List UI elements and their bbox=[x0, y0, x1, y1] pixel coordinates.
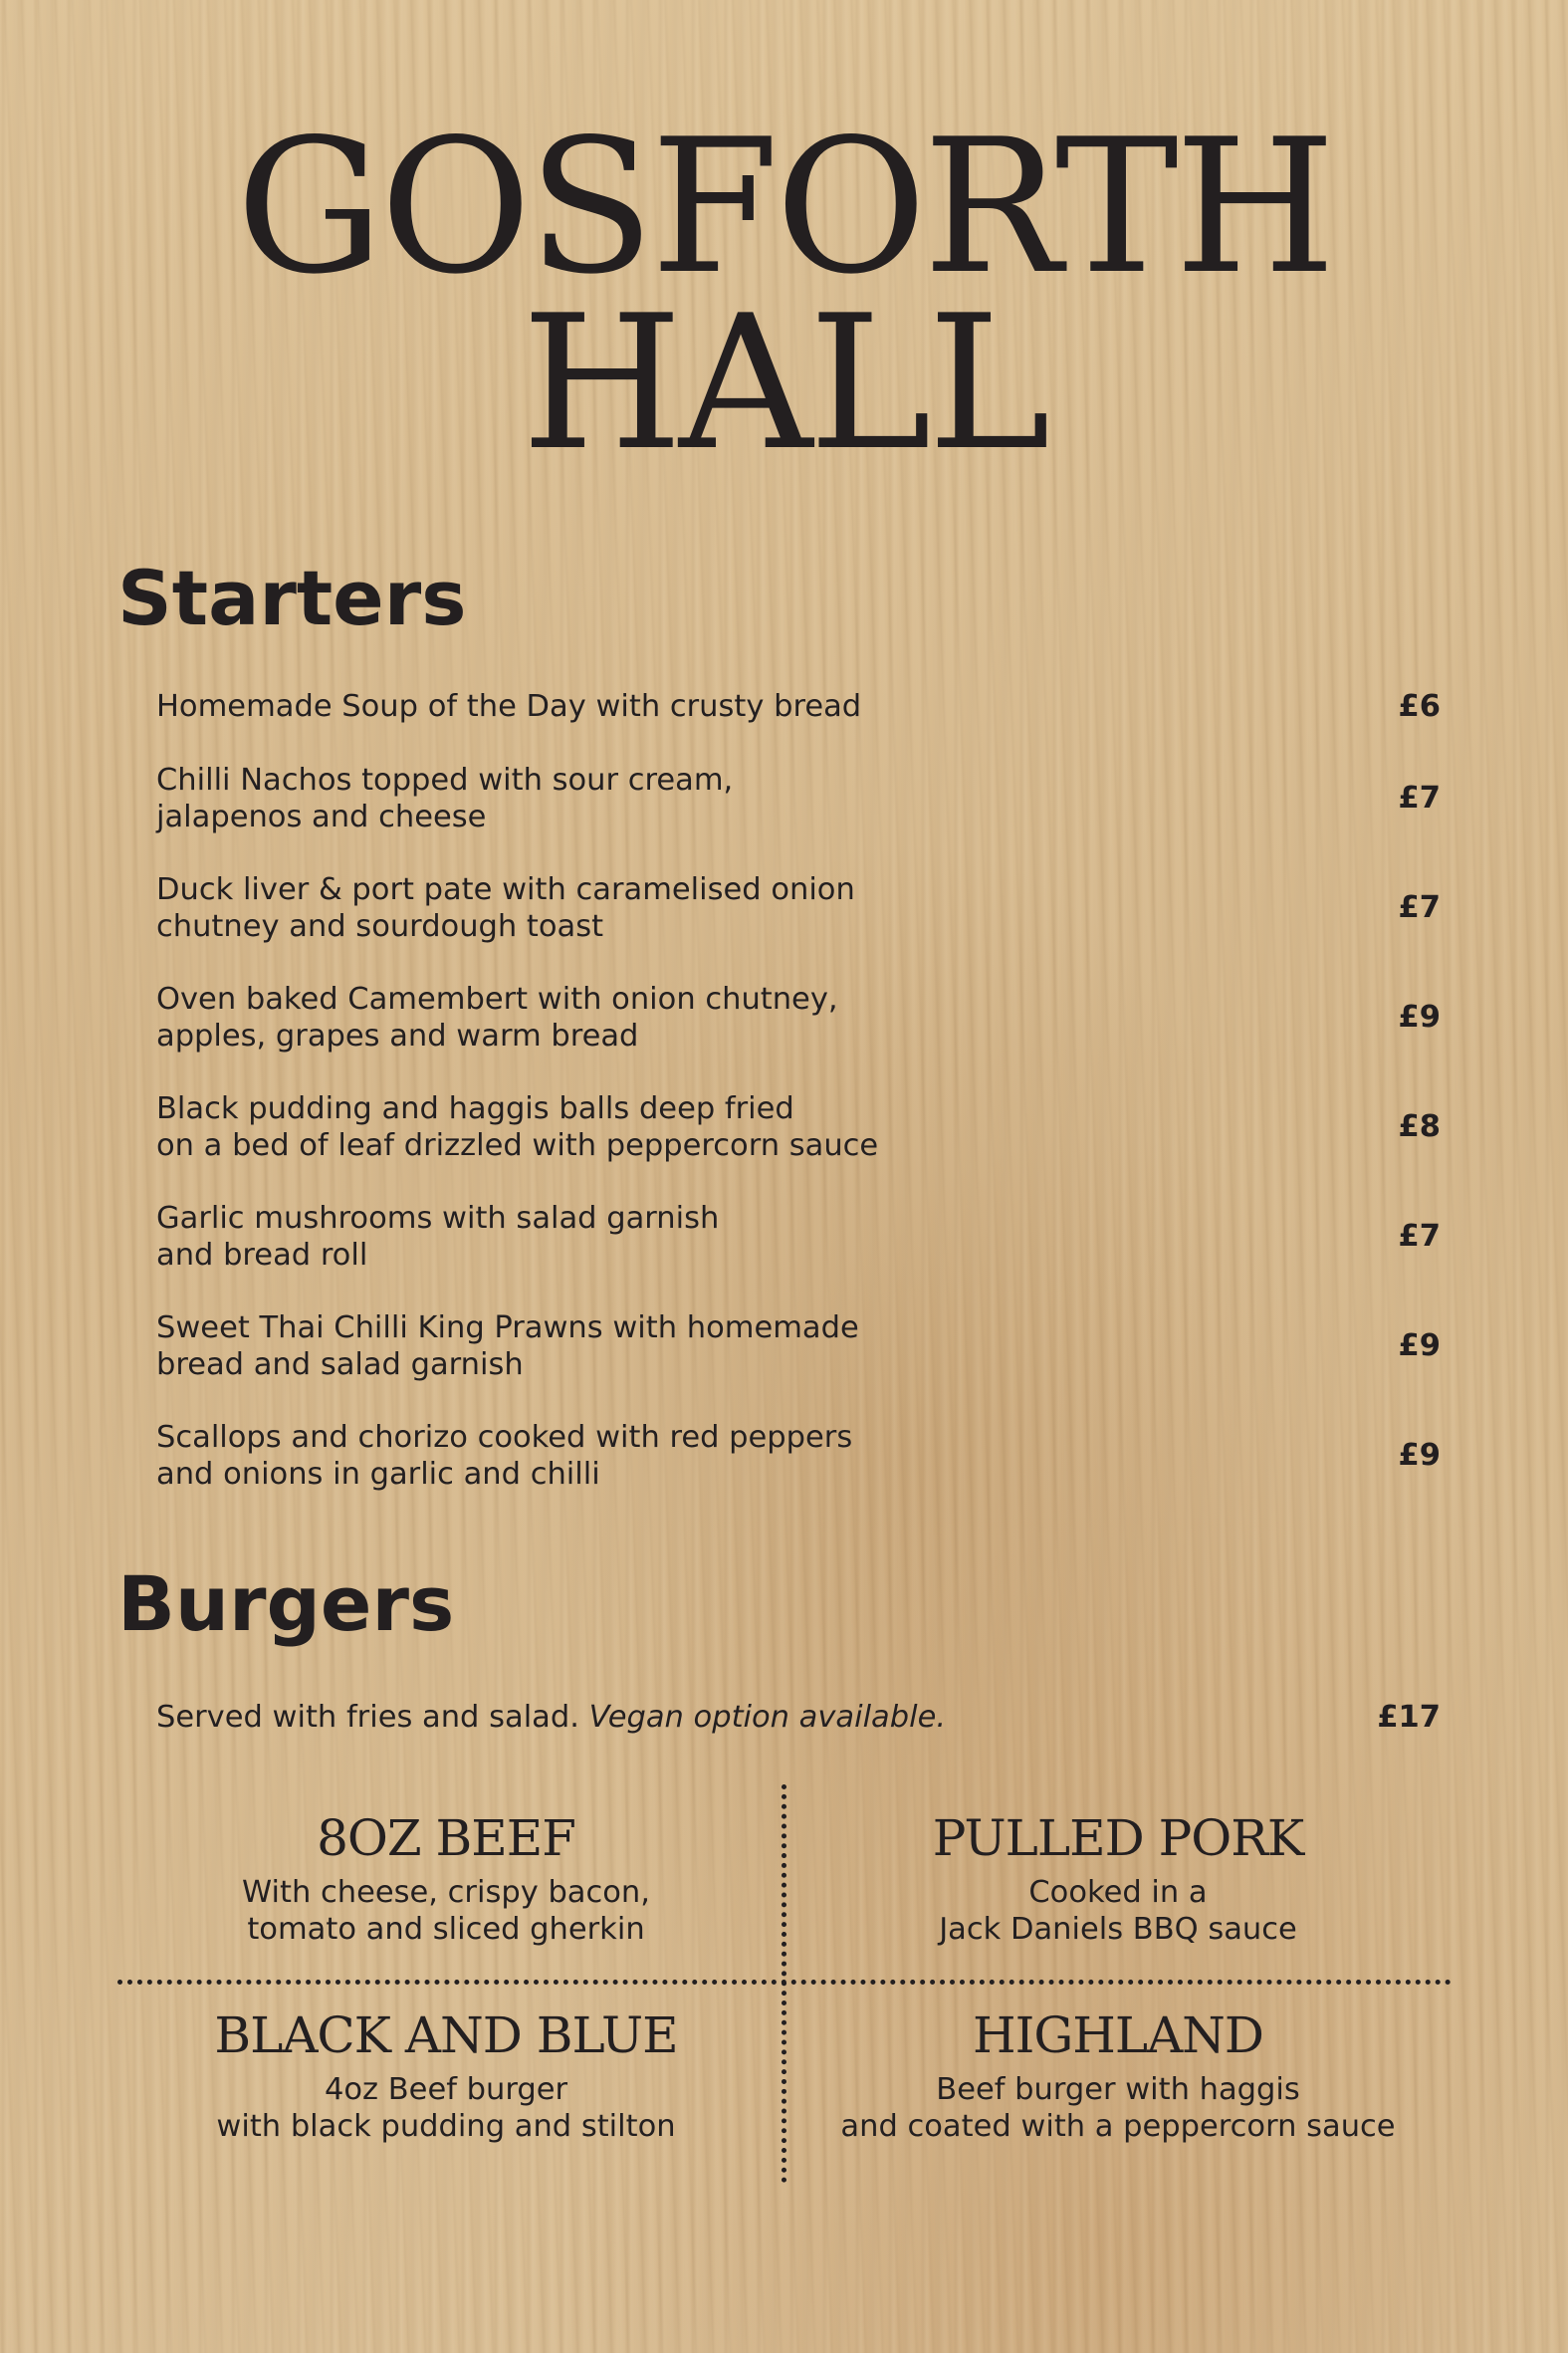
item-description: Sweet Thai Chilli King Prawns with homemade bread and salad garnish bbox=[156, 1310, 859, 1382]
starters-heading: Starters bbox=[117, 554, 467, 642]
burger-name: BLACK AND BLUE bbox=[214, 2006, 678, 2064]
item-description: Scallops and chorizo cooked with red peppers and onions in garlic and chilli bbox=[156, 1420, 853, 1492]
item-price: £6 bbox=[1398, 689, 1441, 724]
item-price: £7 bbox=[1398, 781, 1441, 816]
item-description: Homemade Soup of the Day with crusty bread bbox=[156, 689, 862, 724]
burger-option-highland bbox=[799, 2005, 1437, 2145]
burger-description: 4oz Beef burger with black pudding and stilton bbox=[216, 2072, 676, 2144]
item-description: Garlic mushrooms with salad garnish and bread roll bbox=[156, 1201, 720, 1273]
item-price: £9 bbox=[1398, 1000, 1441, 1035]
burger-option-pulled-pork bbox=[799, 1808, 1437, 1948]
burgers-price: £17 bbox=[1377, 1700, 1441, 1735]
item-price: £7 bbox=[1398, 1219, 1441, 1254]
horizontal-dotted-divider bbox=[117, 1980, 1452, 1985]
item-price: £9 bbox=[1398, 1328, 1441, 1363]
restaurant-name-line-1: GOSFORTH bbox=[235, 99, 1333, 315]
burger-option-black-and-blue bbox=[127, 2005, 765, 2145]
burger-name: PULLED PORK bbox=[932, 1809, 1304, 1867]
item-description: Oven baked Camembert with onion chutney, apples, grapes and warm bread bbox=[156, 982, 838, 1054]
item-price: £8 bbox=[1398, 1109, 1441, 1144]
burger-description: Cooked in a Jack Daniels BBQ sauce bbox=[939, 1875, 1297, 1947]
item-description: Black pudding and haggis balls deep fried on a bed of leaf drizzled with peppercorn sauce bbox=[156, 1091, 879, 1163]
burgers-note-text: Served with fries and salad. bbox=[156, 1700, 579, 1735]
burgers-note bbox=[156, 1699, 1441, 1736]
burger-options-grid bbox=[117, 1784, 1452, 2183]
burgers-heading: Burgers bbox=[117, 1559, 455, 1648]
restaurant-name-line-2: HALL bbox=[521, 275, 1047, 491]
item-description: Chilli Nachos topped with sour cream, jalapenos and cheese bbox=[156, 763, 734, 834]
burger-description: Beef burger with haggis and coated with a peppercorn sauce bbox=[840, 2072, 1396, 2144]
burger-description: With cheese, crispy bacon, tomato and sliced gherkin bbox=[242, 1875, 650, 1947]
burger-option-8oz-beef bbox=[127, 1808, 765, 1948]
burger-name: HIGHLAND bbox=[972, 2006, 1264, 2064]
burger-name: 8OZ BEEF bbox=[317, 1809, 575, 1867]
item-description: Duck liver & port pate with caramelised onion chutney and sourdough toast bbox=[156, 872, 855, 944]
item-price: £9 bbox=[1398, 1438, 1441, 1473]
vegan-option-note: Vegan option available. bbox=[588, 1700, 947, 1735]
item-price: £7 bbox=[1398, 890, 1441, 925]
